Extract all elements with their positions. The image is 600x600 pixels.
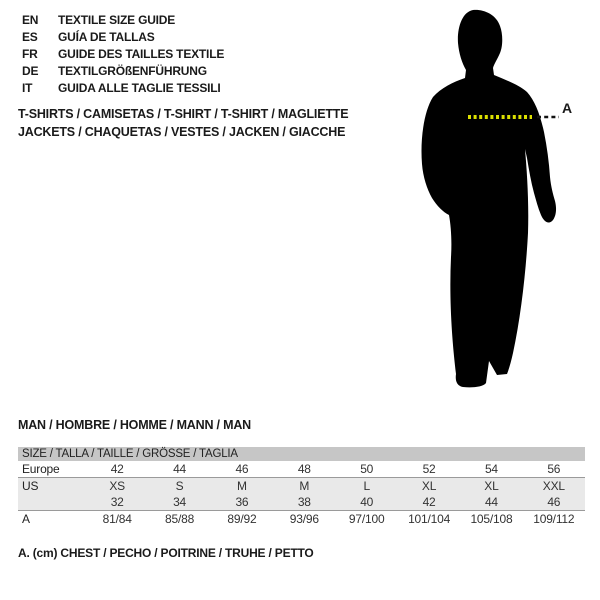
- size-cell: XXL: [523, 478, 585, 495]
- language-title: GUÍA DE TALLAS: [58, 30, 155, 44]
- size-cell: 36: [211, 494, 273, 511]
- row-label: [18, 494, 86, 511]
- category-line: JACKETS / CHAQUETAS / VESTES / JACKEN / GIACCHE: [18, 125, 346, 139]
- size-cell: XS: [86, 478, 148, 495]
- size-table-body: [18, 461, 585, 527]
- size-cell: 101/104: [398, 511, 460, 528]
- size-cell: 93/96: [273, 511, 335, 528]
- size-cell: 54: [484, 462, 498, 476]
- size-cell: 81/84: [86, 511, 148, 528]
- table-row: [18, 461, 585, 478]
- measurement-footnote: A. (cm) CHEST / PECHO / POITRINE / TRUHE / PETTO: [18, 546, 314, 560]
- size-cell: XL: [460, 478, 522, 495]
- row-label: US: [18, 478, 86, 495]
- table-row: [18, 494, 585, 511]
- language-code: DE: [22, 64, 39, 78]
- size-cell: 38: [273, 494, 335, 511]
- language-title: TEXTILE SIZE GUIDE: [58, 13, 176, 27]
- size-cell: 34: [148, 494, 210, 511]
- size-cell: 109/112: [523, 511, 585, 528]
- language-list: [22, 12, 224, 97]
- language-title: TEXTILGRÖßENFÜHRUNG: [58, 64, 207, 78]
- size-cell: L: [336, 478, 398, 495]
- language-row: [22, 63, 224, 80]
- language-code: ES: [22, 30, 38, 44]
- size-cell: M: [211, 478, 273, 495]
- size-cell: 97/100: [336, 511, 398, 528]
- size-cell: 44: [460, 494, 522, 511]
- row-label: Europe: [22, 462, 60, 476]
- size-cell: 42: [110, 462, 124, 476]
- size-cell: 42: [398, 494, 460, 511]
- size-guide-figure: [405, 0, 600, 400]
- row-label: A: [18, 511, 86, 528]
- size-cell: 85/88: [148, 511, 210, 528]
- size-cell: 50: [360, 462, 374, 476]
- language-title: GUIDA ALLE TAGLIE TESSILI: [58, 81, 221, 95]
- size-cell: S: [148, 478, 210, 495]
- category-list: [18, 105, 348, 141]
- size-cell: 44: [173, 462, 187, 476]
- category-line: T-SHIRTS / CAMISETAS / T-SHIRT / T-SHIRT / MAGLIETTE: [18, 107, 349, 121]
- language-code: FR: [22, 47, 38, 61]
- language-code: EN: [22, 13, 39, 27]
- size-cell: XL: [398, 478, 460, 495]
- language-row: [22, 12, 224, 29]
- language-row: [22, 29, 224, 46]
- size-cell: 48: [297, 462, 311, 476]
- language-title: GUIDE DES TAILLES TEXTILE: [58, 47, 225, 61]
- size-cell: 32: [86, 494, 148, 511]
- table-row: [18, 478, 585, 495]
- man-silhouette: [405, 0, 600, 400]
- size-cell: 40: [336, 494, 398, 511]
- table-row: [18, 511, 585, 528]
- size-cell: 46: [235, 462, 249, 476]
- man-silhouette-path: [421, 10, 556, 387]
- size-cell: 89/92: [211, 511, 273, 528]
- measurement-label-a: A: [562, 100, 572, 116]
- size-cell: 105/108: [460, 511, 522, 528]
- language-row: [22, 80, 224, 97]
- language-code: IT: [22, 81, 33, 95]
- size-cell: 52: [422, 462, 436, 476]
- size-table: [18, 447, 585, 527]
- size-cell: 56: [547, 462, 561, 476]
- language-row: [22, 46, 224, 63]
- size-table-header: SIZE / TALLA / TAILLE / GRÖSSE / TAGLIA: [18, 447, 585, 461]
- section-title: MAN / HOMBRE / HOMME / MANN / MAN: [18, 418, 251, 432]
- size-cell: 46: [523, 494, 585, 511]
- size-cell: M: [273, 478, 335, 495]
